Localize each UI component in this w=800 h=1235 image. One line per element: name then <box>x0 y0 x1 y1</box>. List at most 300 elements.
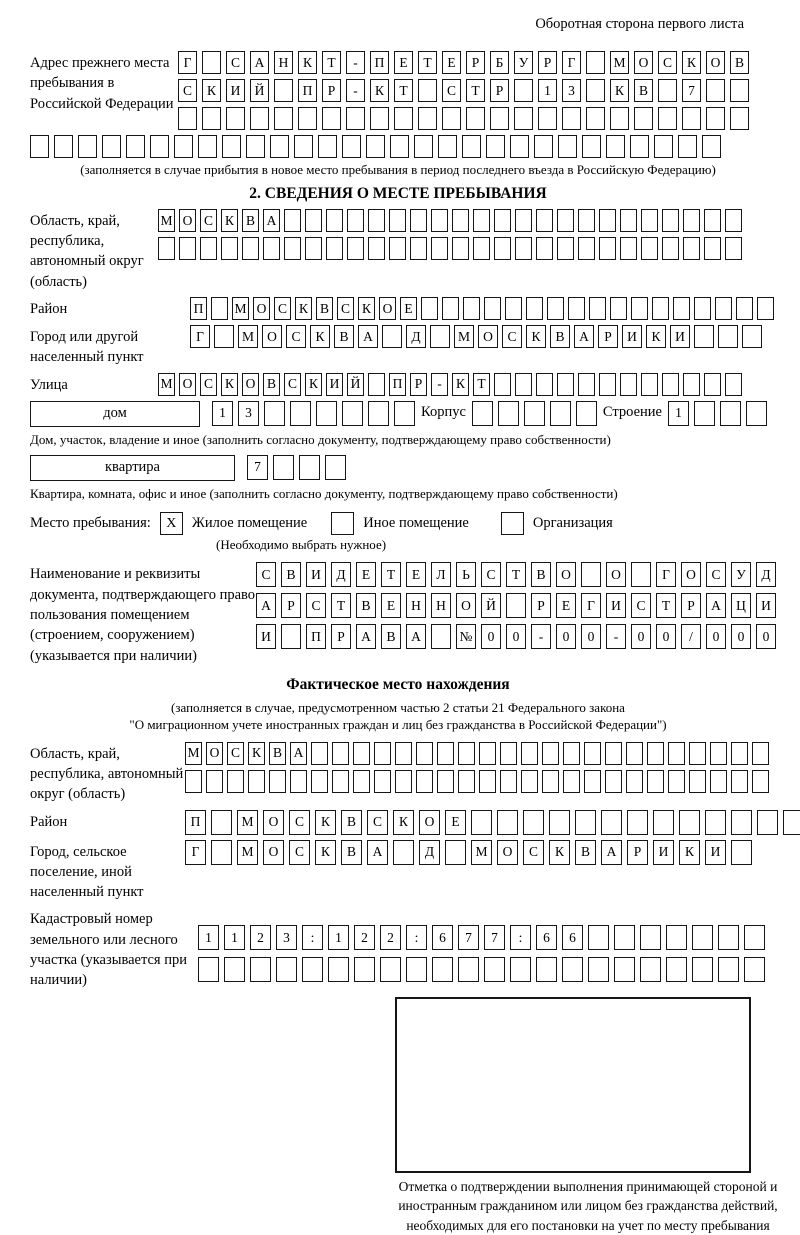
char-cell[interactable] <box>578 373 595 396</box>
char-cell[interactable] <box>562 107 581 130</box>
char-cell[interactable] <box>620 373 637 396</box>
char-cell[interactable]: Т <box>466 79 485 102</box>
char-cell[interactable] <box>437 742 454 765</box>
char-cell[interactable]: С <box>274 297 291 320</box>
char-cell[interactable]: А <box>256 593 276 618</box>
char-cell[interactable] <box>484 297 501 320</box>
char-cell[interactable] <box>706 107 725 130</box>
char-cell[interactable]: Й <box>481 593 501 618</box>
char-cell[interactable]: М <box>232 297 249 320</box>
char-cell[interactable]: В <box>356 593 376 618</box>
char-cell[interactable] <box>704 209 721 232</box>
char-cell[interactable] <box>346 107 365 130</box>
char-cell[interactable] <box>305 237 322 260</box>
char-cell[interactable]: И <box>756 593 776 618</box>
char-cell[interactable]: В <box>341 810 362 835</box>
char-cell[interactable] <box>538 107 557 130</box>
char-cell[interactable] <box>614 957 635 982</box>
char-cell[interactable]: Б <box>490 51 509 74</box>
char-cell[interactable] <box>534 135 553 158</box>
char-cell[interactable] <box>631 562 651 587</box>
char-cell[interactable]: 7 <box>682 79 701 102</box>
char-cell[interactable] <box>584 742 601 765</box>
char-cell[interactable]: 0 <box>706 624 726 649</box>
char-cell[interactable] <box>641 237 658 260</box>
char-cell[interactable]: К <box>221 209 238 232</box>
char-cell[interactable] <box>652 297 669 320</box>
char-cell[interactable]: Е <box>556 593 576 618</box>
char-cell[interactable] <box>731 840 752 865</box>
char-cell[interactable]: О <box>379 297 396 320</box>
char-cell[interactable]: В <box>341 840 362 865</box>
char-cell[interactable] <box>599 373 616 396</box>
char-cell[interactable]: 0 <box>631 624 651 649</box>
char-cell[interactable]: 6 <box>562 925 583 950</box>
char-cell[interactable]: 2 <box>380 925 401 950</box>
char-cell[interactable]: С <box>227 742 244 765</box>
char-cell[interactable] <box>326 209 343 232</box>
char-cell[interactable]: М <box>158 373 175 396</box>
char-cell[interactable] <box>689 742 706 765</box>
char-cell[interactable] <box>342 401 363 426</box>
char-cell[interactable] <box>658 79 677 102</box>
char-cell[interactable]: 6 <box>432 925 453 950</box>
char-cell[interactable]: Т <box>331 593 351 618</box>
char-cell[interactable] <box>250 107 269 130</box>
checkbox-other-premises[interactable] <box>331 512 354 535</box>
char-cell[interactable] <box>582 135 601 158</box>
char-cell[interactable] <box>631 297 648 320</box>
char-cell[interactable]: В <box>316 297 333 320</box>
char-cell[interactable] <box>242 237 259 260</box>
char-cell[interactable] <box>406 957 427 982</box>
char-cell[interactable]: О <box>262 325 282 348</box>
char-cell[interactable]: О <box>179 373 196 396</box>
char-cell[interactable]: К <box>679 840 700 865</box>
char-cell[interactable] <box>211 297 228 320</box>
char-cell[interactable]: 1 <box>198 925 219 950</box>
char-cell[interactable] <box>620 237 637 260</box>
char-cell[interactable] <box>683 209 700 232</box>
char-cell[interactable]: В <box>242 209 259 232</box>
char-cell[interactable] <box>198 957 219 982</box>
char-cell[interactable]: А <box>358 325 378 348</box>
char-cell[interactable]: Т <box>656 593 676 618</box>
char-cell[interactable]: Г <box>190 325 210 348</box>
char-cell[interactable]: С <box>658 51 677 74</box>
char-cell[interactable] <box>694 401 715 426</box>
char-cell[interactable]: О <box>179 209 196 232</box>
char-cell[interactable] <box>273 455 294 480</box>
char-cell[interactable]: № <box>456 624 476 649</box>
char-cell[interactable] <box>704 373 721 396</box>
char-cell[interactable] <box>442 107 461 130</box>
char-cell[interactable]: С <box>481 562 501 587</box>
char-cell[interactable] <box>342 135 361 158</box>
char-cell[interactable] <box>715 297 732 320</box>
char-cell[interactable]: - <box>346 79 365 102</box>
char-cell[interactable]: 1 <box>328 925 349 950</box>
char-cell[interactable]: К <box>298 51 317 74</box>
char-cell[interactable] <box>610 297 627 320</box>
char-cell[interactable]: К <box>295 297 312 320</box>
char-cell[interactable]: И <box>622 325 642 348</box>
char-cell[interactable] <box>452 209 469 232</box>
char-cell[interactable]: О <box>681 562 701 587</box>
char-cell[interactable] <box>521 770 538 793</box>
char-cell[interactable] <box>227 770 244 793</box>
char-cell[interactable] <box>599 209 616 232</box>
char-cell[interactable] <box>542 770 559 793</box>
char-cell[interactable]: В <box>334 325 354 348</box>
char-cell[interactable]: Т <box>394 79 413 102</box>
char-cell[interactable] <box>576 401 597 426</box>
char-cell[interactable] <box>290 770 307 793</box>
char-cell[interactable] <box>706 79 725 102</box>
char-cell[interactable] <box>458 957 479 982</box>
char-cell[interactable] <box>578 209 595 232</box>
char-cell[interactable] <box>54 135 73 158</box>
char-cell[interactable] <box>563 742 580 765</box>
char-cell[interactable]: Е <box>406 562 426 587</box>
char-cell[interactable]: : <box>510 925 531 950</box>
char-cell[interactable] <box>418 79 437 102</box>
char-cell[interactable] <box>269 770 286 793</box>
char-cell[interactable] <box>783 810 800 835</box>
char-cell[interactable] <box>725 373 742 396</box>
char-cell[interactable] <box>431 237 448 260</box>
char-cell[interactable] <box>281 624 301 649</box>
char-cell[interactable] <box>174 135 193 158</box>
char-cell[interactable] <box>185 770 202 793</box>
char-cell[interactable] <box>318 135 337 158</box>
char-cell[interactable]: М <box>471 840 492 865</box>
char-cell[interactable] <box>668 742 685 765</box>
char-cell[interactable] <box>30 135 49 158</box>
char-cell[interactable] <box>102 135 121 158</box>
char-cell[interactable] <box>374 742 391 765</box>
char-cell[interactable]: К <box>221 373 238 396</box>
char-cell[interactable]: 0 <box>581 624 601 649</box>
char-cell[interactable] <box>380 957 401 982</box>
char-cell[interactable] <box>510 135 529 158</box>
char-cell[interactable]: Р <box>490 79 509 102</box>
char-cell[interactable] <box>222 135 241 158</box>
char-cell[interactable]: С <box>200 209 217 232</box>
char-cell[interactable]: 7 <box>458 925 479 950</box>
char-cell[interactable] <box>725 209 742 232</box>
char-cell[interactable] <box>550 401 571 426</box>
char-cell[interactable] <box>473 237 490 260</box>
char-cell[interactable]: 3 <box>562 79 581 102</box>
char-cell[interactable] <box>150 135 169 158</box>
char-cell[interactable] <box>547 297 564 320</box>
char-cell[interactable]: С <box>442 79 461 102</box>
char-cell[interactable] <box>393 840 414 865</box>
char-cell[interactable]: - <box>431 373 448 396</box>
char-cell[interactable] <box>641 209 658 232</box>
char-cell[interactable] <box>462 135 481 158</box>
char-cell[interactable] <box>390 135 409 158</box>
char-cell[interactable] <box>689 770 706 793</box>
char-cell[interactable]: Е <box>400 297 417 320</box>
char-cell[interactable] <box>526 297 543 320</box>
char-cell[interactable]: П <box>389 373 406 396</box>
char-cell[interactable] <box>626 742 643 765</box>
char-cell[interactable]: В <box>269 742 286 765</box>
char-cell[interactable] <box>730 107 749 130</box>
char-cell[interactable]: К <box>248 742 265 765</box>
char-cell[interactable]: О <box>556 562 576 587</box>
char-cell[interactable] <box>316 401 337 426</box>
char-cell[interactable] <box>294 135 313 158</box>
char-cell[interactable]: Д <box>406 325 426 348</box>
char-cell[interactable]: О <box>253 297 270 320</box>
char-cell[interactable]: У <box>731 562 751 587</box>
char-cell[interactable]: Р <box>466 51 485 74</box>
char-cell[interactable] <box>484 957 505 982</box>
char-cell[interactable] <box>466 107 485 130</box>
char-cell[interactable]: С <box>286 325 306 348</box>
char-cell[interactable]: Г <box>656 562 676 587</box>
char-cell[interactable]: Р <box>331 624 351 649</box>
char-cell[interactable]: М <box>610 51 629 74</box>
char-cell[interactable]: Д <box>331 562 351 587</box>
char-cell[interactable]: Т <box>322 51 341 74</box>
char-cell[interactable] <box>647 770 664 793</box>
char-cell[interactable] <box>311 770 328 793</box>
char-cell[interactable]: Е <box>356 562 376 587</box>
char-cell[interactable]: В <box>263 373 280 396</box>
char-cell[interactable]: Р <box>538 51 557 74</box>
char-cell[interactable] <box>221 237 238 260</box>
char-cell[interactable] <box>666 925 687 950</box>
char-cell[interactable] <box>368 237 385 260</box>
char-cell[interactable]: 6 <box>536 925 557 950</box>
char-cell[interactable]: М <box>454 325 474 348</box>
char-cell[interactable] <box>299 455 320 480</box>
char-cell[interactable] <box>248 770 265 793</box>
checkbox-residential[interactable]: X <box>160 512 183 535</box>
char-cell[interactable] <box>500 742 517 765</box>
char-cell[interactable]: У <box>514 51 533 74</box>
char-cell[interactable] <box>653 810 674 835</box>
char-cell[interactable]: : <box>406 925 427 950</box>
char-cell[interactable] <box>158 237 175 260</box>
char-cell[interactable]: Т <box>506 562 526 587</box>
char-cell[interactable]: А <box>263 209 280 232</box>
char-cell[interactable] <box>584 770 601 793</box>
char-cell[interactable] <box>536 237 553 260</box>
char-cell[interactable] <box>498 401 519 426</box>
char-cell[interactable]: С <box>284 373 301 396</box>
char-cell[interactable] <box>250 957 271 982</box>
char-cell[interactable]: С <box>523 840 544 865</box>
char-cell[interactable] <box>471 810 492 835</box>
char-cell[interactable] <box>263 237 280 260</box>
char-cell[interactable] <box>431 624 451 649</box>
char-cell[interactable] <box>542 742 559 765</box>
char-cell[interactable] <box>500 770 517 793</box>
char-cell[interactable]: 7 <box>484 925 505 950</box>
char-cell[interactable] <box>414 135 433 158</box>
char-cell[interactable]: 2 <box>354 925 375 950</box>
char-cell[interactable]: И <box>670 325 690 348</box>
char-cell[interactable] <box>490 107 509 130</box>
char-cell[interactable] <box>744 957 765 982</box>
char-cell[interactable] <box>126 135 145 158</box>
char-cell[interactable] <box>606 135 625 158</box>
char-cell[interactable] <box>731 810 752 835</box>
char-cell[interactable]: О <box>606 562 626 587</box>
char-cell[interactable] <box>752 742 769 765</box>
char-cell[interactable] <box>395 770 412 793</box>
char-cell[interactable] <box>586 79 605 102</box>
char-cell[interactable]: 0 <box>756 624 776 649</box>
char-cell[interactable] <box>452 237 469 260</box>
char-cell[interactable] <box>353 770 370 793</box>
char-cell[interactable] <box>202 51 221 74</box>
char-cell[interactable] <box>610 107 629 130</box>
char-cell[interactable] <box>694 325 714 348</box>
char-cell[interactable] <box>353 742 370 765</box>
char-cell[interactable]: 0 <box>506 624 526 649</box>
char-cell[interactable] <box>515 237 532 260</box>
char-cell[interactable]: И <box>226 79 245 102</box>
char-cell[interactable]: П <box>190 297 207 320</box>
char-cell[interactable] <box>692 957 713 982</box>
char-cell[interactable] <box>322 107 341 130</box>
char-cell[interactable]: Л <box>431 562 451 587</box>
char-cell[interactable] <box>332 770 349 793</box>
char-cell[interactable] <box>246 135 265 158</box>
char-cell[interactable] <box>506 593 526 618</box>
char-cell[interactable]: И <box>705 840 726 865</box>
char-cell[interactable] <box>736 297 753 320</box>
char-cell[interactable] <box>326 237 343 260</box>
char-cell[interactable]: - <box>606 624 626 649</box>
char-cell[interactable] <box>430 325 450 348</box>
char-cell[interactable] <box>479 742 496 765</box>
char-cell[interactable] <box>634 107 653 130</box>
char-cell[interactable]: : <box>302 925 323 950</box>
char-cell[interactable]: С <box>200 373 217 396</box>
char-cell[interactable] <box>276 957 297 982</box>
char-cell[interactable]: 0 <box>731 624 751 649</box>
char-cell[interactable] <box>284 209 301 232</box>
char-cell[interactable]: Г <box>185 840 206 865</box>
char-cell[interactable]: Р <box>598 325 618 348</box>
char-cell[interactable] <box>704 237 721 260</box>
char-cell[interactable]: Р <box>627 840 648 865</box>
char-cell[interactable] <box>395 742 412 765</box>
char-cell[interactable] <box>581 562 601 587</box>
char-cell[interactable]: А <box>601 840 622 865</box>
char-cell[interactable]: Е <box>381 593 401 618</box>
char-cell[interactable]: С <box>337 297 354 320</box>
char-cell[interactable] <box>226 107 245 130</box>
char-cell[interactable]: С <box>502 325 522 348</box>
char-cell[interactable] <box>394 401 415 426</box>
char-cell[interactable]: С <box>631 593 651 618</box>
char-cell[interactable]: О <box>706 51 725 74</box>
char-cell[interactable]: И <box>653 840 674 865</box>
char-cell[interactable]: К <box>315 840 336 865</box>
char-cell[interactable]: Р <box>322 79 341 102</box>
char-cell[interactable] <box>705 810 726 835</box>
char-cell[interactable]: А <box>290 742 307 765</box>
char-cell[interactable] <box>290 401 311 426</box>
char-cell[interactable]: Р <box>531 593 551 618</box>
char-cell[interactable] <box>418 107 437 130</box>
char-cell[interactable]: А <box>574 325 594 348</box>
char-cell[interactable] <box>752 770 769 793</box>
char-cell[interactable] <box>497 810 518 835</box>
char-cell[interactable]: С <box>706 562 726 587</box>
char-cell[interactable] <box>641 373 658 396</box>
char-cell[interactable] <box>202 107 221 130</box>
char-cell[interactable] <box>270 135 289 158</box>
char-cell[interactable]: К <box>682 51 701 74</box>
char-cell[interactable]: - <box>531 624 551 649</box>
char-cell[interactable] <box>368 401 389 426</box>
char-cell[interactable] <box>274 107 293 130</box>
char-cell[interactable]: Й <box>250 79 269 102</box>
char-cell[interactable]: К <box>370 79 389 102</box>
char-cell[interactable] <box>746 401 767 426</box>
char-cell[interactable] <box>679 810 700 835</box>
char-cell[interactable] <box>479 770 496 793</box>
char-cell[interactable] <box>710 742 727 765</box>
char-cell[interactable] <box>720 401 741 426</box>
char-cell[interactable]: 0 <box>656 624 676 649</box>
char-cell[interactable]: К <box>202 79 221 102</box>
char-cell[interactable] <box>442 297 459 320</box>
char-cell[interactable]: В <box>531 562 551 587</box>
char-cell[interactable]: 7 <box>247 455 268 480</box>
char-cell[interactable]: О <box>263 840 284 865</box>
char-cell[interactable]: М <box>185 742 202 765</box>
char-cell[interactable] <box>494 209 511 232</box>
char-cell[interactable]: П <box>185 810 206 835</box>
char-cell[interactable]: Н <box>431 593 451 618</box>
char-cell[interactable]: Ц <box>731 593 751 618</box>
char-cell[interactable]: М <box>237 810 258 835</box>
char-cell[interactable]: С <box>178 79 197 102</box>
char-cell[interactable]: А <box>406 624 426 649</box>
char-cell[interactable]: Т <box>381 562 401 587</box>
char-cell[interactable]: 1 <box>668 401 689 426</box>
char-cell[interactable] <box>694 297 711 320</box>
char-cell[interactable] <box>389 237 406 260</box>
char-cell[interactable]: 1 <box>538 79 557 102</box>
char-cell[interactable]: 3 <box>276 925 297 950</box>
char-cell[interactable]: С <box>226 51 245 74</box>
char-cell[interactable] <box>620 209 637 232</box>
char-cell[interactable] <box>514 107 533 130</box>
char-cell[interactable] <box>78 135 97 158</box>
char-cell[interactable]: Е <box>442 51 461 74</box>
char-cell[interactable] <box>368 209 385 232</box>
char-cell[interactable] <box>578 237 595 260</box>
char-cell[interactable] <box>757 810 778 835</box>
char-cell[interactable]: П <box>370 51 389 74</box>
char-cell[interactable] <box>666 957 687 982</box>
char-cell[interactable] <box>473 209 490 232</box>
char-cell[interactable]: О <box>456 593 476 618</box>
char-cell[interactable] <box>445 840 466 865</box>
char-cell[interactable] <box>178 107 197 130</box>
